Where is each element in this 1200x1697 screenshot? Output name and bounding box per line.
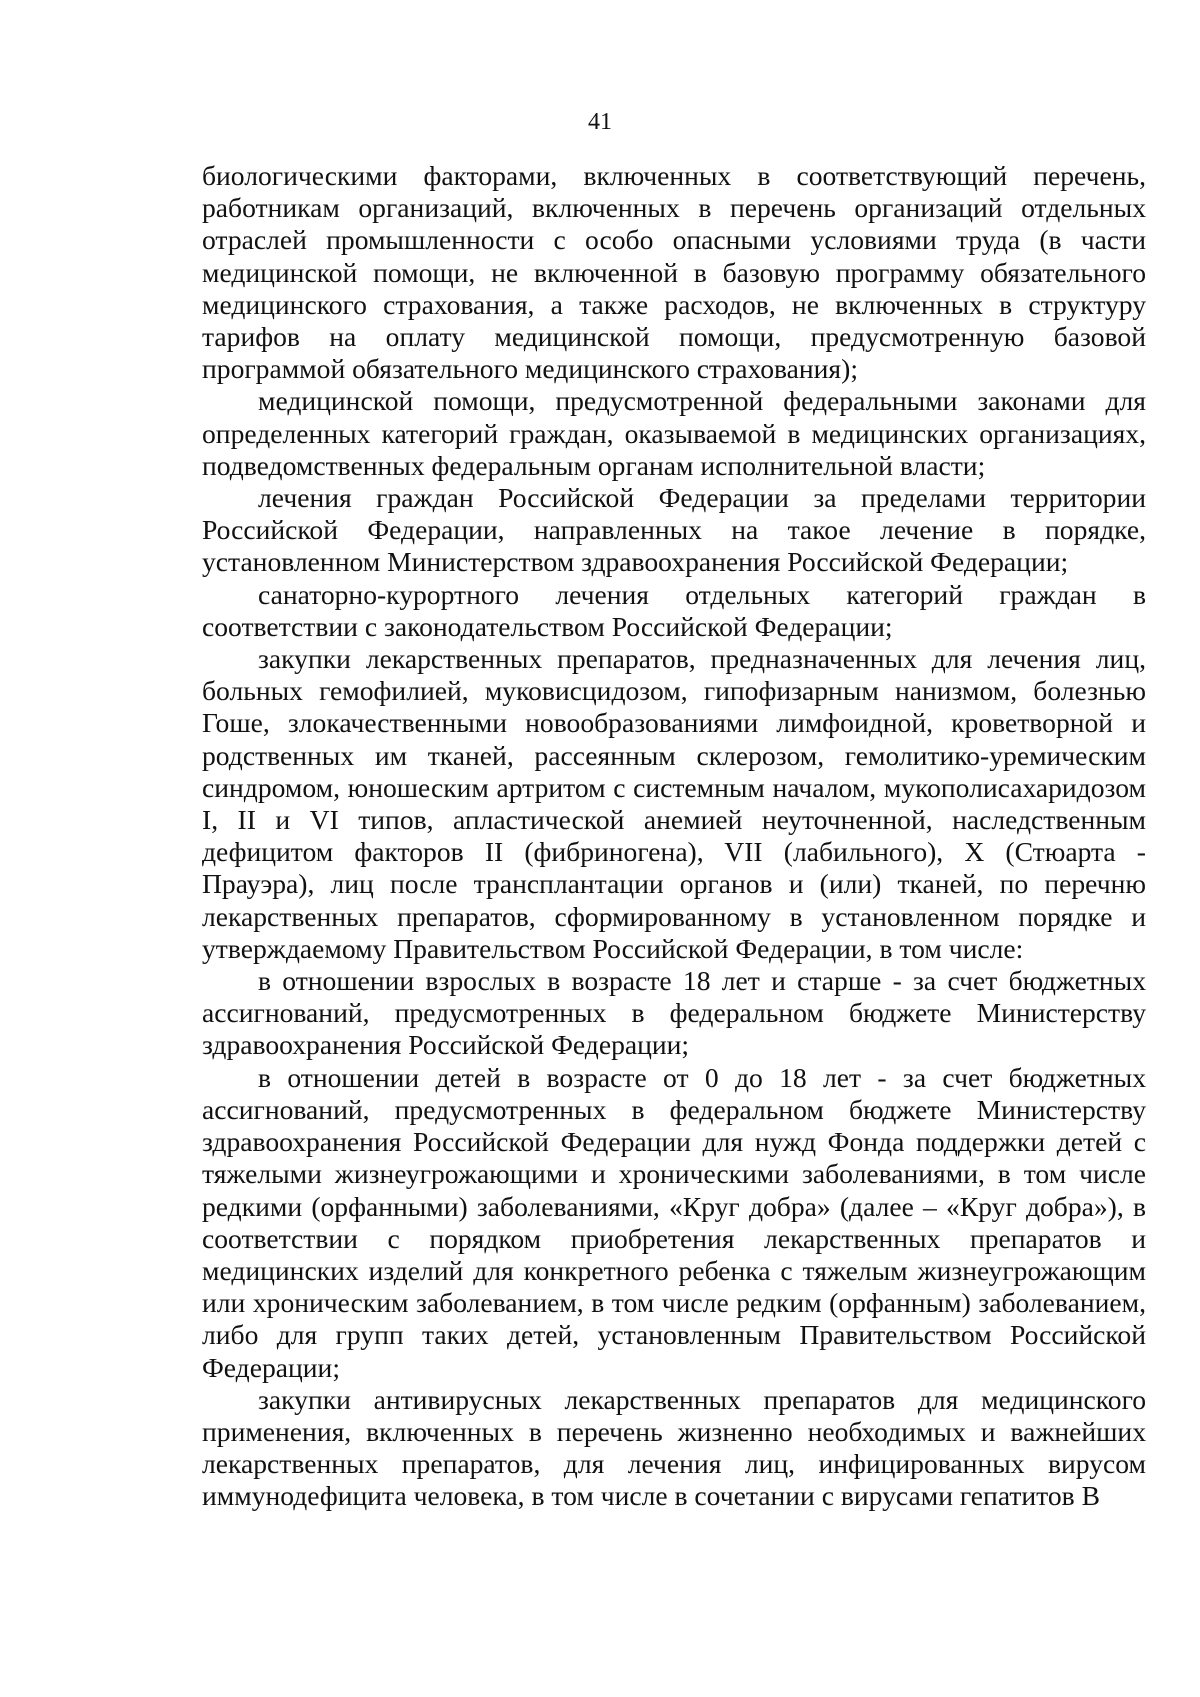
paragraph: лечения граждан Российской Федерации за пределами территории Российской Федерации, направленных на такое лечение в порядке, установленном Министерством здравоохранения Российской Федерации; [202,482,1146,578]
paragraph: медицинской помощи, предусмотренной федеральными законами для определенных категорий граждан, оказываемой в медицинских организациях, подведомственных федеральным органам исполнительной власти; [202,385,1146,481]
paragraph: в отношении детей в возрасте от 0 до 18 лет - за счет бюджетных ассигнований, предусмотренных в федеральном бюджете Министерству здравоохранения Российской Федерации для нужд Фонда поддержки детей с тяжелыми жизнеугрожающими и хроническими заболеваниями, в том числе редкими (орфанными) заболеваниями, «Круг добра» (далее – «Круг добра»), в соответствии с порядком приобретения лекарственных препаратов и медицинских изделий для конкретного ребенка с тяжелым жизнеугрожающим или хроническим заболеванием, в том числе редким (орфанным) заболеванием, либо для групп таких детей, установленным Правительством Российской Федерации; [202,1061,1146,1383]
paragraph: биологическими факторами, включенных в соответствующий перечень, работникам организаций, включенных в перечень организаций отдельных отраслей промышленности с особо опасными условиями труда (в части медицинской помощи, не включенной в базовую программу обязательного медицинского страхования, а также расходов, не включенных в структуру тарифов на оплату медицинской помощи, предусмотренную базовой программой обязательного медицинского страхования); [202,160,1146,385]
paragraph: санаторно-курортного лечения отдельных категорий граждан в соответствии с законодательством Российской Федерации; [202,578,1146,642]
page-number: 41 [588,109,612,135]
paragraph: закупки лекарственных препаратов, предназначенных для лечения лиц, больных гемофилией, муковисцидозом, гипофизарным нанизмом, болезнью Гоше, злокачественными новообразованиями лимфоидной, кроветворной и родственных им тканей, рассеянным склерозом, гемолитико-уремическим синдромом, юношеским артритом с системным началом, мукополисахаридозом I, II и VI типов, апластической анемией неуточненной, наследственным дефицитом факторов II (фибриногена), VII (лабильного), X (Стюарта - Прауэра), лиц после трансплантации органов и (или) тканей, по перечню лекарственных препаратов, сформированному в установленном порядке и утверждаемому Правительством Российской Федерации, в том числе: [202,643,1146,964]
paragraph: в отношении взрослых в возрасте 18 лет и старше - за счет бюджетных ассигнований, предусмотренных в федеральном бюджете Министерству здравоохранения Российской Федерации; [202,965,1146,1061]
paragraph: закупки антивирусных лекарственных препаратов для медицинского применения, включенных в перечень жизненно необходимых и важнейших лекарственных препаратов, для лечения лиц, инфицированных вирусом иммунодефицита человека, в том числе в сочетании с вирусами гепатитов В [202,1383,1146,1512]
document-body [202,160,1146,1513]
